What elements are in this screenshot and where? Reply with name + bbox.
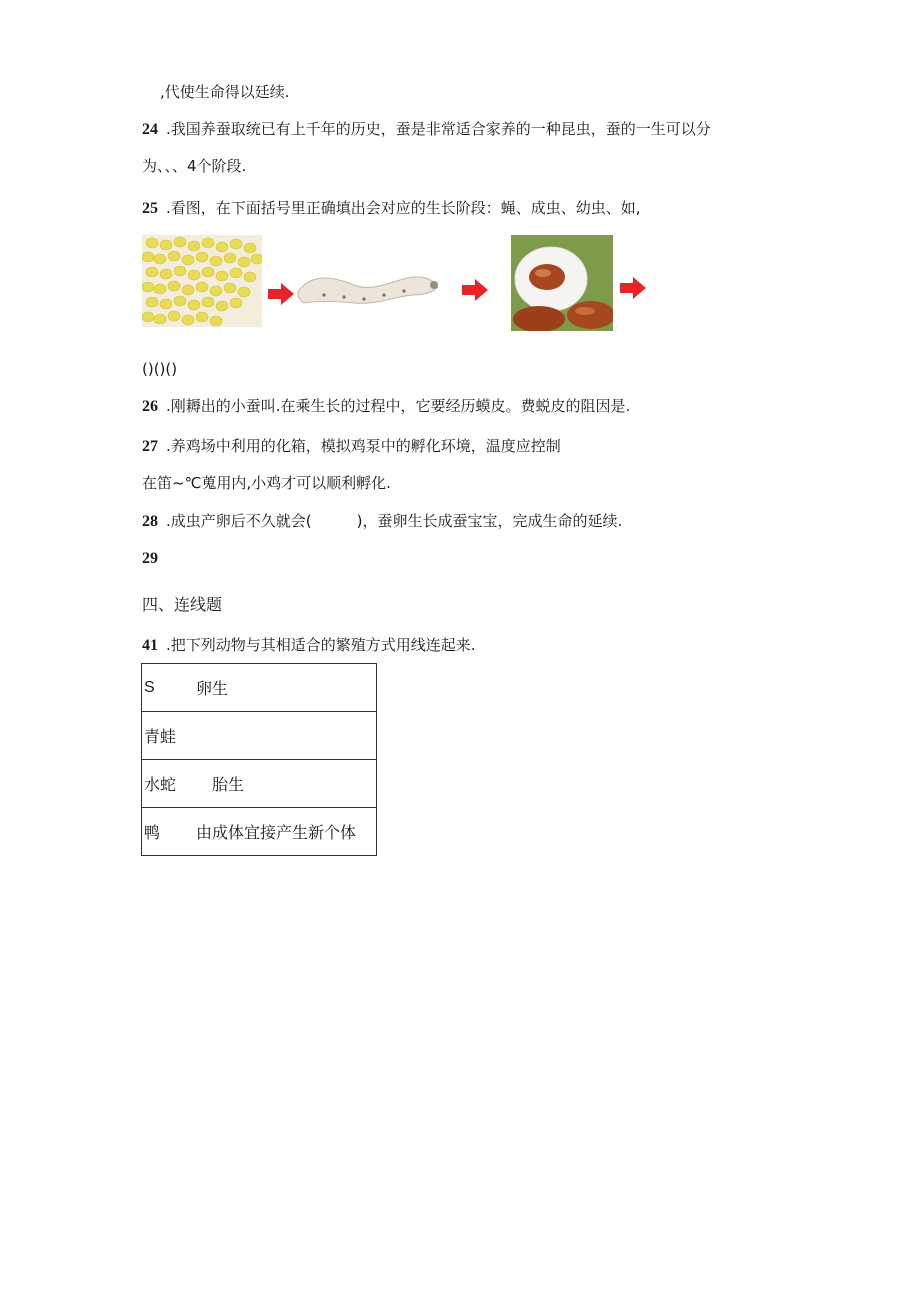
larva-illustration [294,255,444,317]
animal-cell: 鸭 [142,808,197,856]
table-row [142,712,377,760]
animal-cell: S [142,664,197,712]
question-29 [142,548,166,569]
right-arrow-icon [620,277,646,299]
question-number: 25 [142,200,158,217]
question-text: .养鸡场中利用的化箱，模拟鸡泵中的孵化环境，温度应控制 [166,437,561,455]
question-26 [142,396,630,417]
question-number: 41 [142,637,158,654]
question-27 [142,436,561,457]
silkworm-eggs-image [142,235,262,327]
table-row [142,808,377,856]
question-number: 29 [142,550,158,567]
eggs-illustration [142,235,262,327]
method-cell [196,712,377,760]
animal-cell: 青蛙 [142,712,197,760]
pupa-illustration [511,235,613,331]
right-arrow-icon [268,283,294,305]
question-41 [142,635,476,656]
silkworm-larva-image [294,255,444,317]
question-text: .我国养蚕取统已有上千年的历史，蚕是非常适合家养的一种昆虫，蚕的一生可以分 [166,120,711,138]
right-arrow-icon [462,279,488,301]
question-number: 24 [142,121,158,138]
question-text: .把下列动物与其相适合的繁殖方式用线连起来. [166,636,476,654]
matching-table [141,663,377,856]
question-text: .刚耨出的小蚕叫.在乘生长的过程中，它要经历蟆皮。费蜕皮的阻因是. [166,397,631,415]
text-line-continuation: ,代使生命得以廷续. [160,83,290,101]
question-text: .看图，在下面括号里正确填出会对应的生长阶段：蝇、成虫、幼虫、如, [166,199,641,217]
section-heading: 四、连线题 [142,595,223,614]
question-number: 26 [142,398,158,415]
table-row [142,760,377,808]
method-cell: 由成体宜接产生新个体 [196,808,377,856]
question-text: .成虫产卵后不久就会( )，蚕卵生长成蚕宝宝，完成生命的延续. [166,512,623,530]
animal-cell: 水蛇 [142,760,197,808]
question-27-line2: 在笛~℃蒐用内,小鸡才可以顺利孵化. [142,474,391,492]
question-25 [142,198,641,219]
question-24 [142,119,711,140]
answer-brackets: ()()() [142,360,178,378]
method-cell: 卵生 [196,664,377,712]
table-row [142,664,377,712]
silkworm-pupa-image [511,235,613,331]
question-number: 27 [142,438,158,455]
question-number: 28 [142,513,158,530]
method-cell: 胎生 [196,760,377,808]
question-28 [142,511,622,532]
question-24-line2: 为、、、4个阶段. [142,157,247,175]
